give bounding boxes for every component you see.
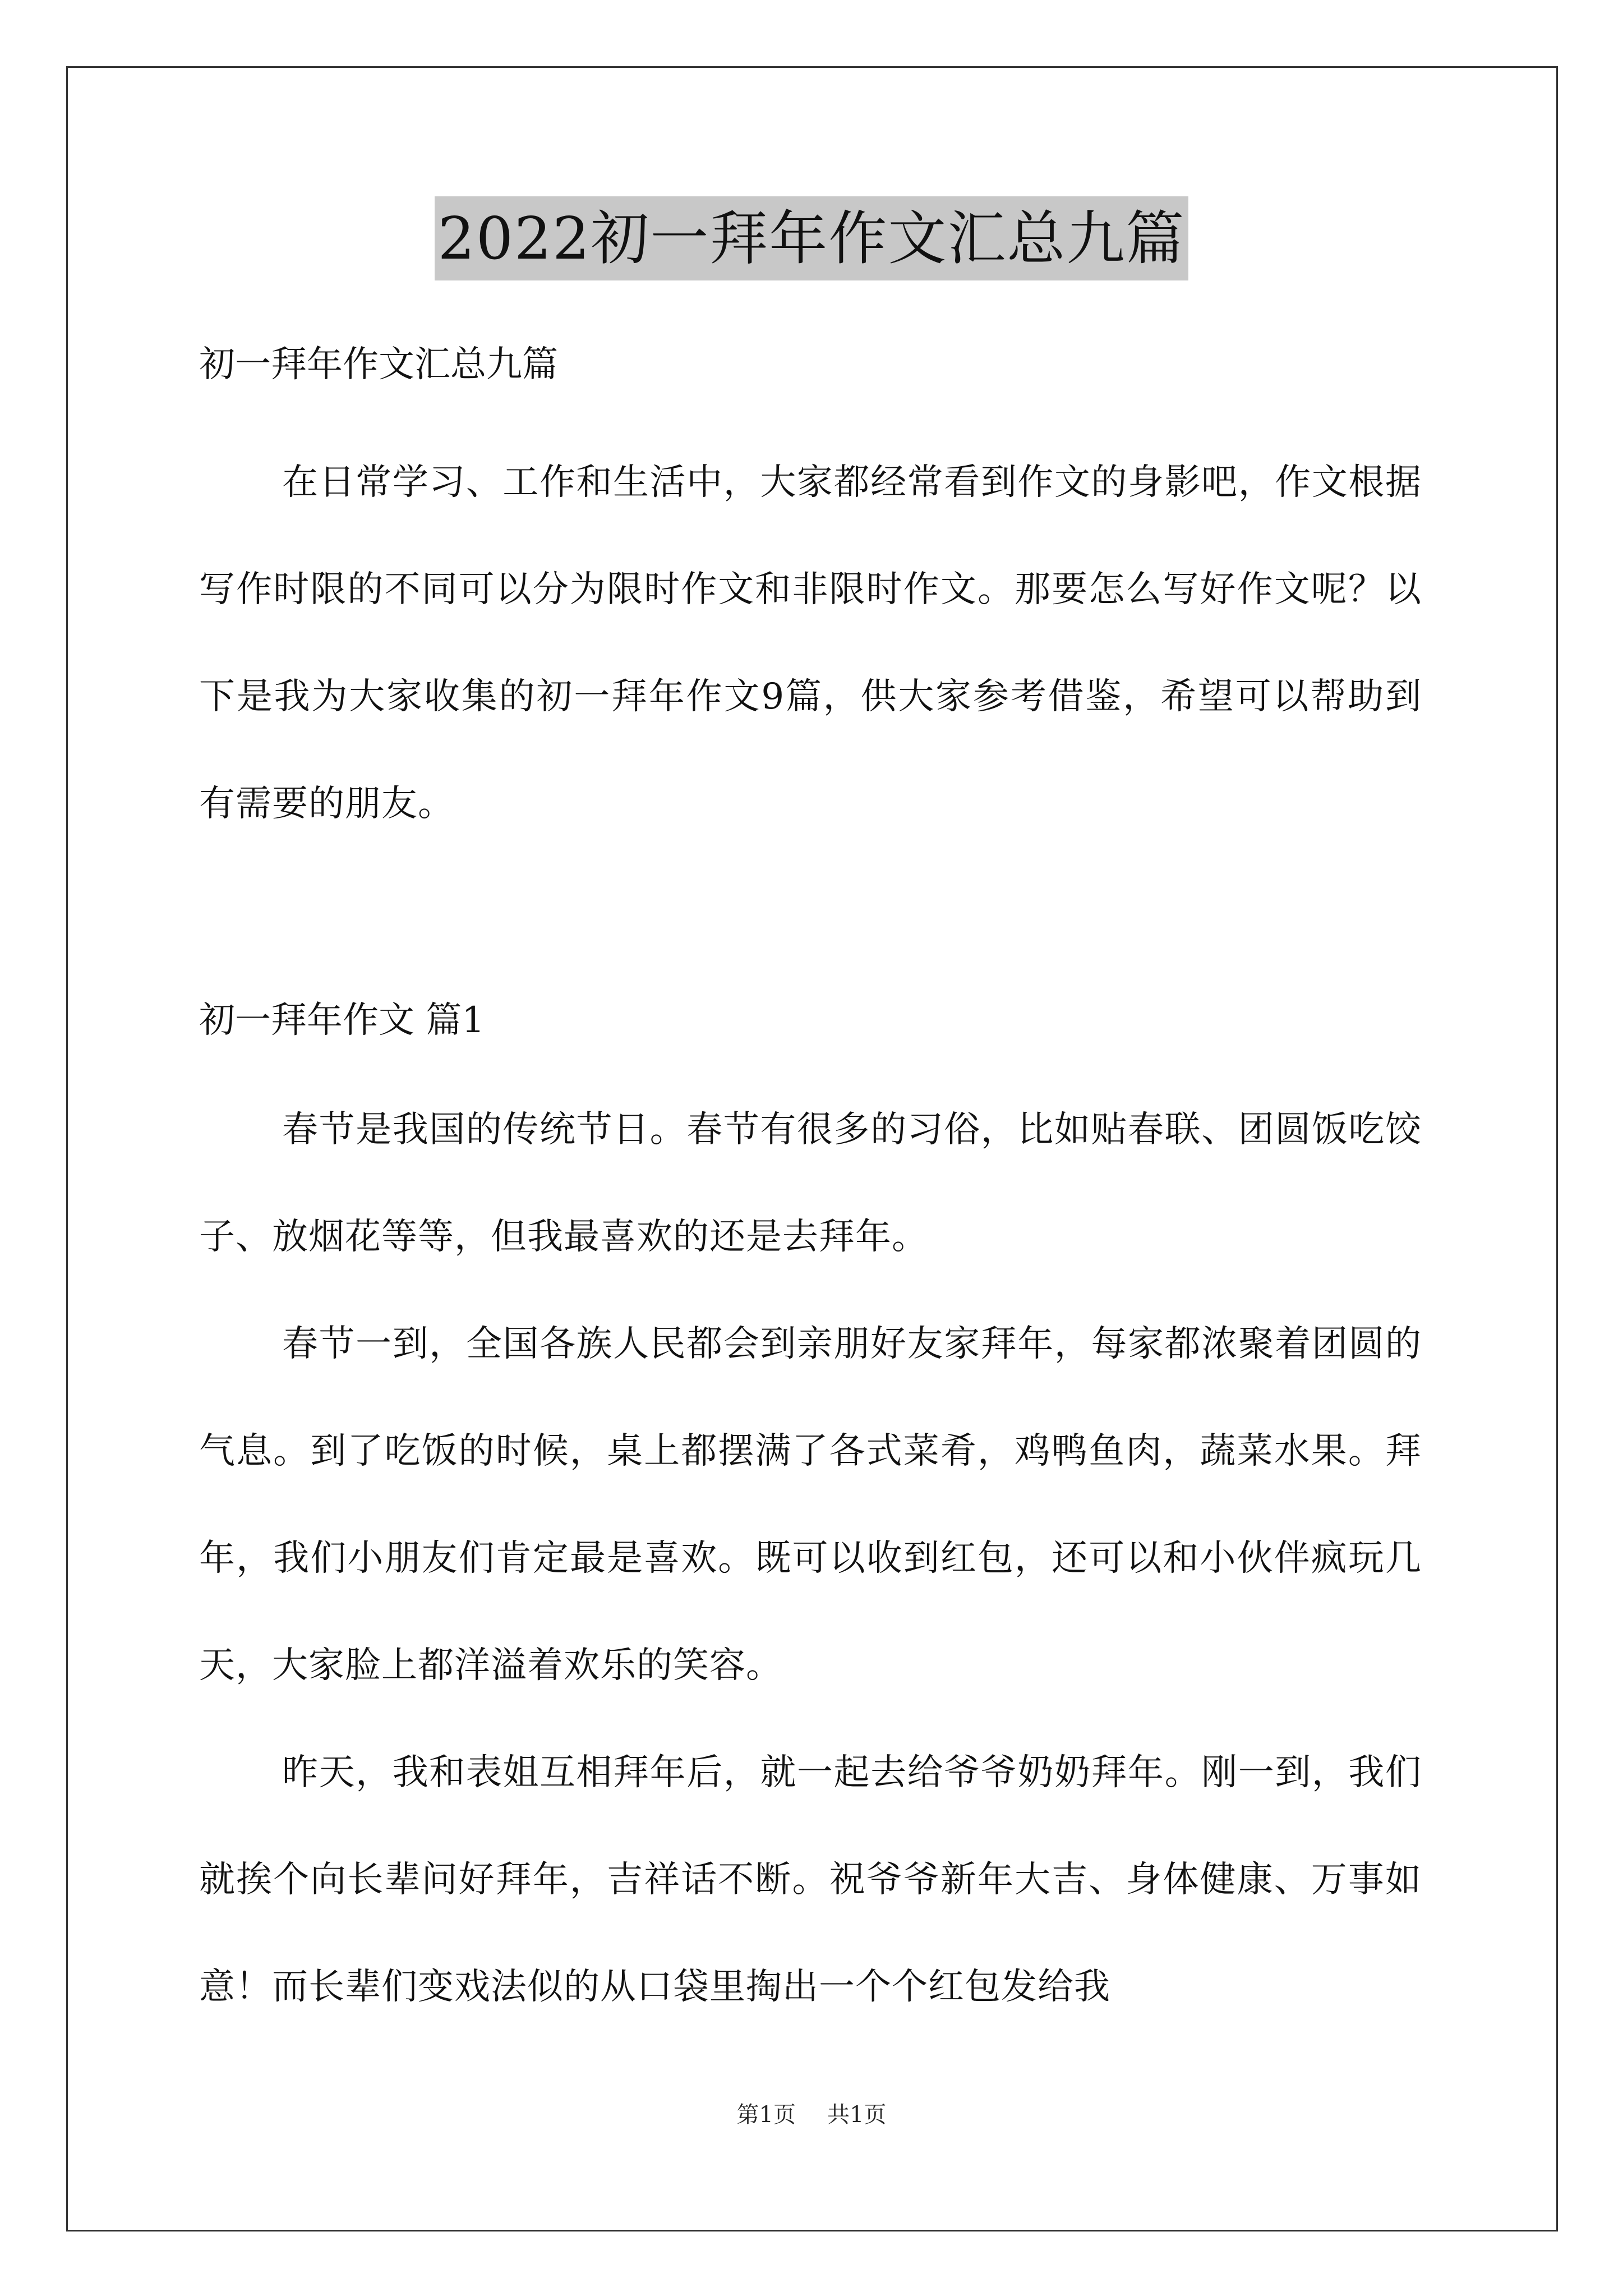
page-total: 共1页 [827, 2102, 887, 2128]
document-body [199, 337, 1422, 2041]
page-number: 第1页 [736, 2102, 796, 2128]
spacer [199, 393, 1422, 429]
spacer [199, 858, 1422, 992]
page-footer [0, 2098, 1623, 2132]
intro-paragraph: 在日常学习、工作和生活中，大家都经常看到作文的身影吧，作文根据写作时限的不同可以分为限时作文和非限时作文。那要怎么写好作文呢？以下是我为大家收集的初一拜年作文9篇，供大家参考借鉴，希望可以帮助到有需要的朋友。 [199, 462, 1422, 825]
document-title: 2022初一拜年作文汇总九篇 [435, 196, 1189, 280]
title-area [0, 196, 1623, 280]
spacer [199, 1048, 1422, 1076]
section-paragraph: 春节一到，全国各族人民都会到亲朋好友家拜年，每家都浓聚着团圆的气息。到了吃饭的时候，桌上都摆满了各式菜肴，鸡鸭鱼肉，蔬菜水果。拜年，我们小朋友们肯定最是喜欢。既可以收到红包，还可以和小伙伴疯玩几天，大家脸上都洋溢着欢乐的笑容。 [199, 1323, 1422, 1686]
section-paragraph: 昨天，我和表姐互相拜年后，就一起去给爷爷奶奶拜年。刚一到，我们就挨个向长辈问好拜年，吉祥话不断。祝爷爷新年大吉、身体健康、万事如意！而长辈们变戏法似的从口袋里掏出一个个红包发给我 [199, 1752, 1422, 2008]
section-paragraph: 春节是我国的传统节日。春节有很多的习俗，比如贴春联、团圆饭吃饺子、放烟花等等，但我最喜欢的还是去拜年。 [199, 1109, 1422, 1258]
section-heading: 初一拜年作文 篇1 [199, 1000, 485, 1041]
document-subtitle: 初一拜年作文汇总九篇 [199, 344, 558, 385]
